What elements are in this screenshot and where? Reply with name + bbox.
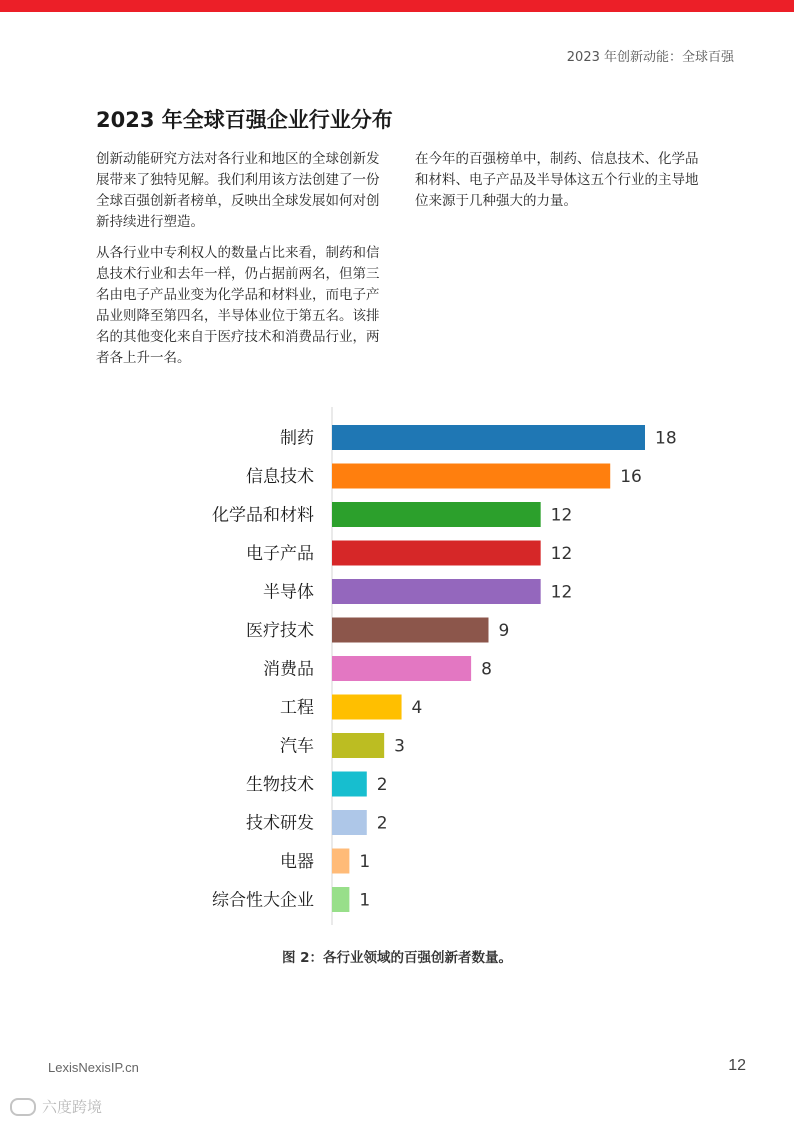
value-label: 1 [359,890,371,911]
bar [332,541,541,566]
bar [332,618,489,643]
bar [332,849,349,874]
watermark-logo-icon [10,1098,36,1116]
bar [332,733,384,758]
bar [332,502,541,527]
right-column [415,149,710,222]
category-label: 制药 [280,428,314,449]
value-label: 18 [655,428,677,449]
bar [332,772,367,797]
bar [332,695,402,720]
category-label: 半导体 [263,582,314,603]
left-column [96,149,384,379]
value-label: 3 [394,736,405,757]
category-label: 电子产品 [246,544,314,564]
page-number: 12 [728,1057,746,1074]
category-label: 汽车 [280,736,314,757]
bar [332,425,645,450]
bar [332,887,349,912]
category-label: 综合性大企业 [212,890,314,911]
value-label: 12 [550,505,573,526]
category-label: 生物技术 [246,775,314,795]
watermark-text: 六度跨境 [42,1098,103,1116]
paragraph: 创新动能研究方法对各行业和地区的全球创新发展带来了独特见解。我们利用该方法创建了一份全球百强创新者榜单，反映出全球发展如何对创新持续进行塑造。 [96,151,380,230]
category-label: 工程 [280,698,314,718]
bar [332,656,471,681]
value-label: 1 [359,852,371,872]
value-label: 2 [376,775,388,795]
bar [332,579,541,604]
watermark [10,1096,102,1117]
industry-bar-chart [0,405,794,925]
paragraph: 在今年的百强榜单中，制药、信息技术、化学品和材料、电子产品及半导体这五个行业的主导地位来源于几种强大的力量。 [415,151,699,209]
paragraph: 从各行业中专利权人的数量占比来看，制药和信息技术行业和去年一样，仍占据前两名，但第三名由电子产品业变为化学品和材料业，而电子产品业则降至第四名，半导体业位于第五名。该排名的其他变化来自于医疗技术和消费品行业，两者各上升一名。 [96,245,380,366]
value-label: 2 [376,813,388,834]
bar [332,464,610,489]
figure-caption: 图 2：各行业领域的百强创新者数量。 [281,950,513,966]
value-label: 12 [550,544,573,564]
running-header: 2023 年创新动能：全球百强 [566,50,734,65]
value-label: 8 [481,659,492,680]
value-label: 16 [620,467,642,487]
footer-site-link[interactable]: LexisNexisIP.cn [48,1060,139,1075]
category-label: 技术研发 [246,813,314,834]
section-title: 2023 年全球百强企业行业分布 [96,108,393,132]
category-label: 消费品 [263,659,314,680]
category-label: 医疗技术 [246,621,314,641]
value-label: 9 [498,621,510,641]
value-label: 12 [550,582,573,603]
bar [332,810,367,835]
category-label: 化学品和材料 [212,505,314,526]
top-accent-bar [0,0,794,12]
category-label: 信息技术 [246,467,314,487]
value-label: 4 [411,698,423,718]
category-label: 电器 [280,852,314,872]
